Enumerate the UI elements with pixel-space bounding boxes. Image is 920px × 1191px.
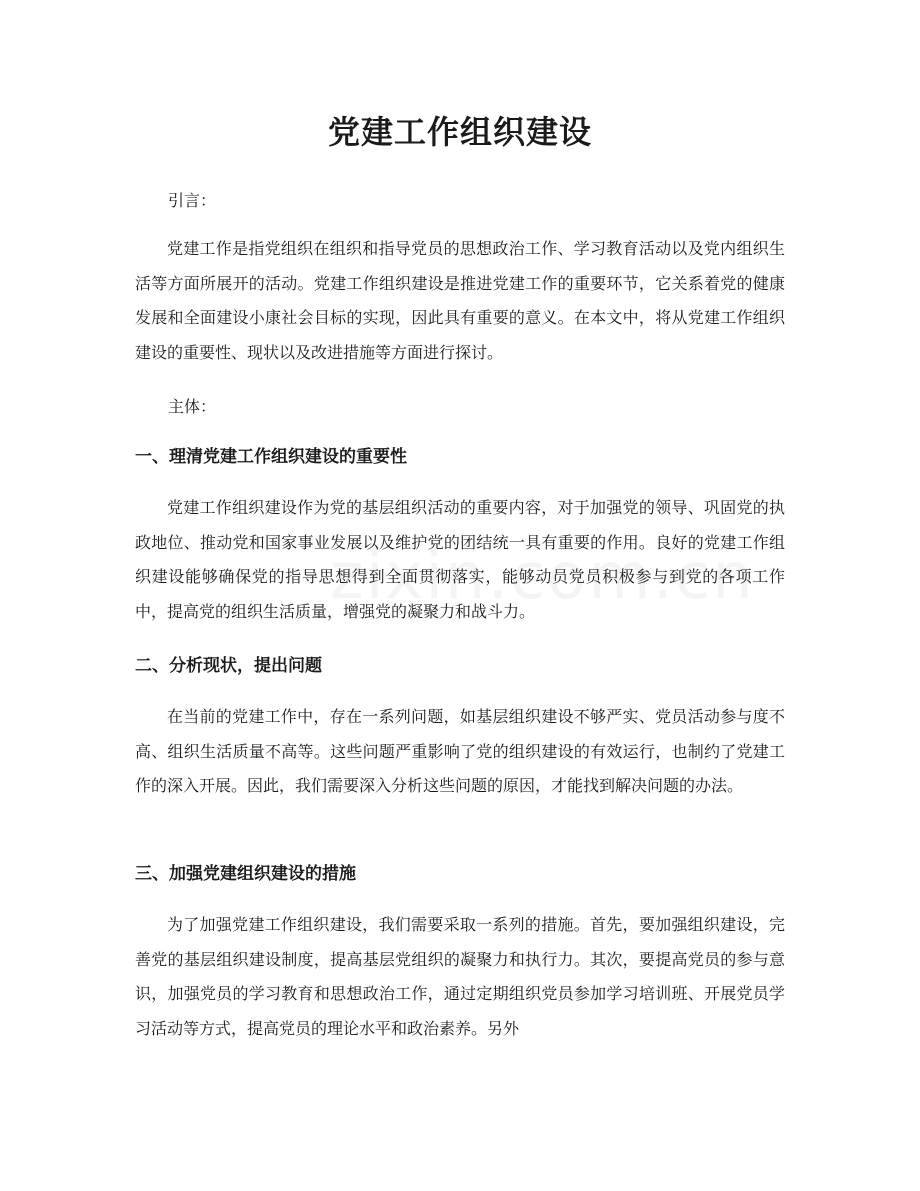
section-paragraph-2: 在当前的党建工作中，存在一系列问题，如基层组织建设不够严实、党员活动参与度不高、组织生活质量不高等。这些问题严重影响了党的组织建设的有效运行，也制约了党建工作的深入开展。因此，我们需要深入分析这些问题的原因，才能找到解决问题的办法。 — [135, 707, 785, 795]
section-paragraph-3: 为了加强党建工作组织建设，我们需要采取一系列的措施。首先，要加强组织建设，完善党的基层组织建设制度，提高基层党组织的凝聚力和执行力。其次，要提高党员的参与意识，加强党员的学习教育和思想政治工作，通过定期组织党员参加学习培训班、开展党员学习活动等方式，提高党员的理论水平和政治素养。另外 — [135, 915, 785, 1038]
intro-label: 引言： — [168, 191, 217, 210]
intro-paragraph: 党建工作是指党组织在组织和指导党员的思想政治工作、学习教育活动以及党内组织生活等方面所展开的活动。党建工作组织建设是推进党建工作的重要环节，它关系着党的健康发展和全面建设小康社会目标的实现，因此具有重要的意义。在本文中，将从党建工作组织建设的重要性、现状以及改进措施等方面进行探讨。 — [135, 239, 785, 362]
section-heading-3: 三、加强党建组织建设的措施 — [135, 864, 356, 884]
body-label: 主体： — [168, 397, 217, 416]
section-paragraph-1: 党建工作组织建设作为党的基层组织活动的重要内容，对于加强党的领导、巩固党的执政地位、推动党和国家事业发展以及维护党的团结统一具有重要的作用。良好的党建工作组织建设能够确保党的指导思想得到全面贯彻落实，能够动员党员积极参与到党的各项工作中，提高党的组织生活质量，增强党的凝聚力和战斗力。 — [135, 498, 785, 621]
section-heading-1: 一、理清党建工作组织建设的重要性 — [135, 447, 407, 467]
section-heading-2: 二、分析现状，提出问题 — [135, 656, 322, 676]
document-title: 党建工作组织建设 — [327, 113, 592, 151]
